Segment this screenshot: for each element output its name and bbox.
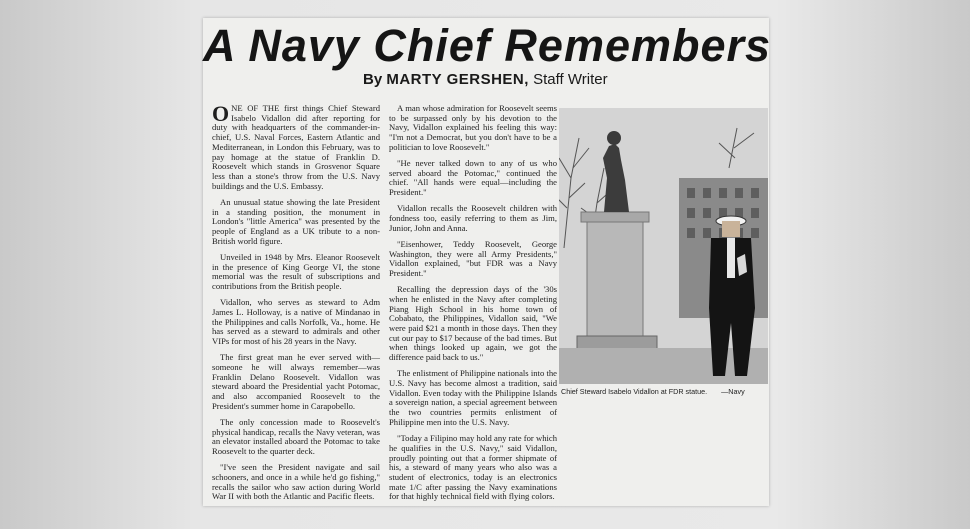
paragraph-text: NE OF THE first things Chief Steward Isabelo Vidallon did after reporting for duty with headquarters of the commander-in-chief, U.S. Naval Forces, Eastern Atlantic and Mediterranean, in London this February, was to pay homage at the statue of Franklin D. Roosevelt which stands in Grosvenor Square less than a stone's throw from the U.S. Navy buildings and the U.S. Embassy. bbox=[212, 103, 380, 191]
article-photo bbox=[559, 108, 768, 384]
article-column-1 bbox=[212, 101, 380, 509]
article-column-2 bbox=[389, 104, 557, 509]
paragraph: A man whose admiration for Roosevelt seems to be surpassed only by his devotion to the Navy, Vidallon explained his feeling this way: "I'm not a Democrat, but you don't have to be a politician to love Roosevelt." bbox=[389, 103, 557, 152]
article-byline bbox=[363, 71, 608, 88]
byline-prefix: By bbox=[363, 71, 383, 88]
paragraph: Vidallon, who serves as steward to Adm James L. Holloway, is a native of Mindanao in the Philippines and calls Norfolk, Va., home. He has served as a steward to admirals and other VIPs for most of his 28 years in the Navy. bbox=[212, 297, 380, 346]
paragraph: The only concession made to Roosevelt's physical handicap, recalls the Navy veteran, was an elevator installed aboard the Potomac to take Roosevelt to the quarter deck. bbox=[212, 416, 380, 456]
byline-role: Staff Writer bbox=[533, 71, 608, 88]
paragraph: An unusual statue showing the late President in a standing position, the monument in London's "little America" was presented by the people of England as a UK tribute to a non-British world figure. bbox=[212, 196, 380, 246]
paragraph: Vidallon recalls the Roosevelt children with fondness too, easily referring to them as Jim, Junior, John and Anna. bbox=[389, 203, 557, 233]
caption-credit: —Navy bbox=[721, 387, 745, 396]
newspaper-clipping bbox=[203, 18, 772, 506]
paragraph: Recalling the depression days of the '30s when he enlisted in the Navy after completing Piang High School in his home town of Cobabato, the Philippines, Vidallon said, "We were paid $21 a month in those days. Then they cut our pay to $17 because of the bad times. But when things looked up again, we got the difference paid back to us." bbox=[389, 284, 557, 363]
statue-pedestal bbox=[587, 220, 643, 340]
paragraph: "Eisenhower, Teddy Roosevelt, George Washington, they were all Army Presidents," Vidallon explained, "but FDR was a Navy President." bbox=[389, 238, 557, 279]
photo-caption bbox=[561, 387, 767, 396]
paragraph: Unveiled in 1948 by Mrs. Eleanor Roosevelt in the presence of King George VI, the stone memorial was the result of subscriptions and contributions from the British people. bbox=[212, 251, 380, 291]
caption-text: Chief Steward Isabelo Vidallon at FDR statue. bbox=[561, 387, 708, 396]
paragraph: "I've seen the President navigate and sail schooners, and once in a while he'd go fishing," recalls the sailor who saw action during World War II with both the Atlantic and Pacific fleets. bbox=[212, 462, 380, 502]
paragraph bbox=[212, 101, 380, 191]
paragraph: The enlistment of Philippine nationals into the U.S. Navy has become almost a tradition, said Vidallon. Even today with the Philippine Islands a sovereign nation, a special agreement between the two countries permits enlistment of Philippine men into the U.S. Navy. bbox=[389, 368, 557, 427]
byline-author: MARTY GERSHEN, bbox=[386, 71, 529, 88]
paragraph: The first great man he ever served with—someone he will always remember—was Franklin Delano Roosevelt. Vidallon was steward aboard the Presidential yacht Potomac, and also accompanied Roosevelt to the President's summer home in Carapobello. bbox=[212, 352, 380, 411]
paragraph: "Today a Filipino may hold any rate for which he qualifies in the U.S. Navy," said Vidallon, proudly pointing out that a former shipmate of his, a steward of many years who also was a student of electronics, today is an electronics mate 1/C after passing the Navy examinations for that highly technical field with flying colors. bbox=[389, 433, 557, 502]
statue-photo-illustration bbox=[559, 108, 768, 384]
paragraph: "He never talked down to any of us who served aboard the Potomac," continued the chief. "All hands were equal—including the President." bbox=[389, 158, 557, 198]
drop-cap: O bbox=[212, 101, 230, 126]
article-headline: A Navy Chief Remembers bbox=[203, 20, 772, 71]
